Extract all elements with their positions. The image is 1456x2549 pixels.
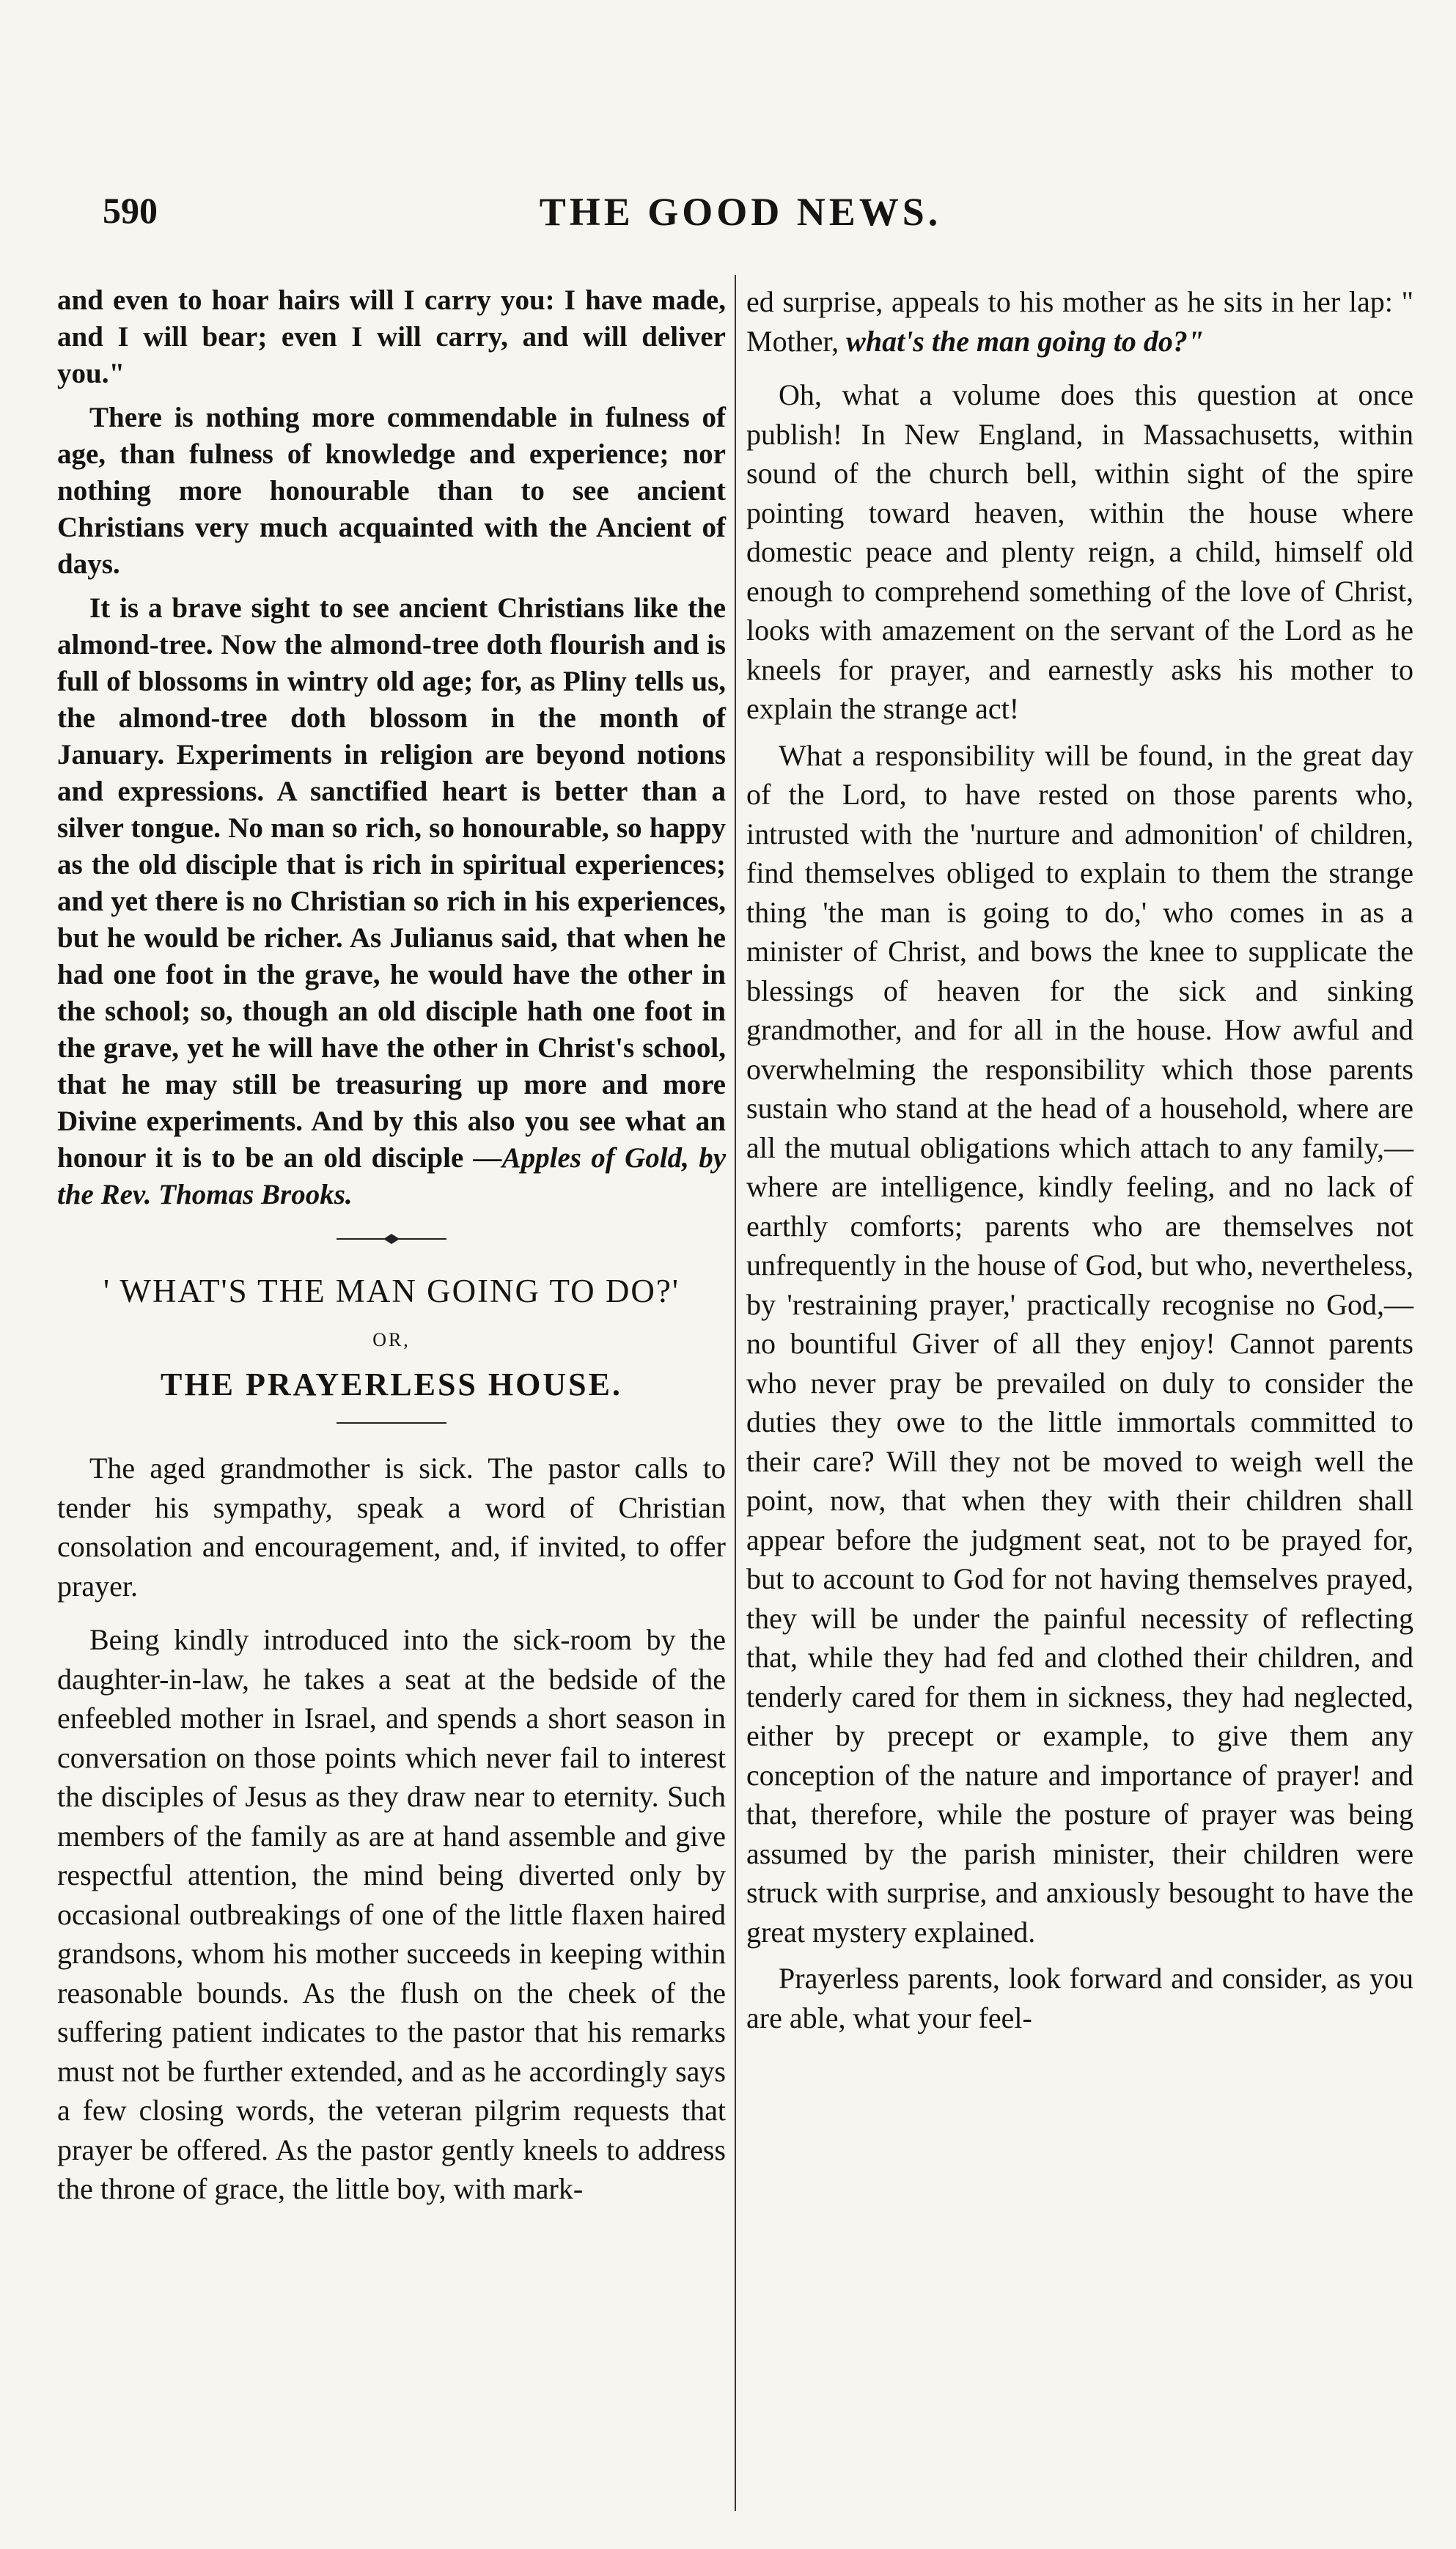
paragraph-marked-surprise — [746, 282, 1413, 361]
separator-ornament — [383, 1234, 400, 1244]
paragraph-fulness-of-age: There is nothing more commendable in fulness of age, than fulness of knowledge and experience; nor nothing more honourable than to see ancient Christians very much acquainted with the Ancient of days. — [57, 402, 726, 580]
right-column — [746, 282, 1413, 2037]
article-title: ' WHAT'S THE MAN GOING TO DO?' — [103, 1273, 680, 1309]
paragraph-grandmother-sick: The aged grandmother is sick. The pastor calls to tender his sympathy, speak a word of Christian consolation and encouragement, and, if invited, to offer prayer. — [57, 1452, 726, 1603]
paragraph-prayerless-parents: Prayerless parents, look forward and consider, as you are able, what your feel- — [746, 1962, 1413, 2034]
child-question: what's the man going to do?" — [846, 324, 1205, 358]
almond-tree-text: It is a brave sight to see ancient Christians like the almond-tree. Now the almond-tree doth flourish and is full of blossoms in wintry old age; for, as Pliny tells us, the almond-tree doth blossom in the month of January. Experiments in religion are beyond notions and expressions. A sanctified heart is better than a silver tongue. No man so rich, so honourable, so happy as the old disciple that is rich in spiritual experiences; and yet there is no Christian so rich in his experiences, but he would be richer. As Julianus said, that when he had one foot in the grave, he would have the other in the school; so, though an old disciple hath one foot in the grave, yet he will have the other in Christ's school, that he may still be treasuring up more and more Divine experiments. And by this also you see what an honour it is to be an old disciple — [57, 592, 726, 1174]
paragraph-volume-question: Oh, what a volume does this question at once publish! In New England, in Massachusetts, within sound of the church bell, within sight of the spire pointing toward heaven, within the house where domestic peace and plenty reign, a child, himself old enough to comprehend something of the love of Christ, looks with amazement on the servant of the Lord as he kneels for prayer, and earnestly asks his mother to explain the strange act! — [746, 378, 1413, 725]
surprise-text: ed surprise, appeals to his mother as he sits in her lap: " Mother, — [746, 285, 1413, 358]
paragraph-responsibility: What a responsibility will be found, in the great day of the Lord, to have rested on those parents who, intrusted with the 'nurture and admonition' of children, find themselves obliged to explain to them the strange thing 'the man is going to do,' who comes in as a minister of Christ, and bows the knee to supplicate the blessings of heaven for the sick and sinking grandmother, and for all in the house. How awful and overwhelming the responsibility which those parents sustain who stand at the head of a household, where are all the mutual obligations which attach to any family,—where are intelligence, kindly feeling, and no lack of earthly comforts; parents who are themselves not unfrequently in the house of God, but who, nevertheless, by 'restraining prayer,' practically recognise no God,—no bountiful Giver of all they enjoy! Cannot parents who never pray be prevailed on duly to consider the duties they owe to the little immortals committed to their care? Will they not be moved to weigh well the point, now, that when they with their children shall appear before the judgment seat, not to be prayed for, but to account to God for not having themselves prayed, they will be under the painful necessity of reflecting that, while they had fed and clothed their children, and tenderly cared for them in sickness, they had neglected, either by precept or example, to give them any conception of the nature and importance of prayer! and that, therefore, while the posture of prayer was being assumed by the parish minister, their children were struck with surprise, and anxiously besought to have the great mystery explained. — [746, 738, 1413, 1949]
left-column — [57, 282, 726, 2209]
paragraph-sick-room: Being kindly introduced into the sick-room by the daughter-in-law, he takes a seat at the bedside of the enfeebled mother in Israel, and spends a short season in conversation on those points which never fail to interest the disciples of Jesus as they draw near to eternity. Such members of the family as are at hand assemble and give respectful attention, the mind being diverted only by occasional outbreakings of one of the little flaxen haired grandsons, whom his mother succeeds in keeping within reasonable bounds. As the flush on the cheek of the suffering patient indicates to the pastor that his remarks must not be further extended, and as he accordingly says a few closing words, the veteran pilgrim requests that prayer be offered. As the pastor gently kneels to address the throne of grace, the little boy, with mark- — [57, 1623, 726, 2205]
paragraph-almond-tree — [57, 590, 726, 1213]
column-divider — [735, 275, 736, 2511]
page-number: 590 — [103, 190, 158, 231]
title-rule — [337, 1422, 446, 1424]
article-subtitle: THE PRAYERLESS HOUSE. — [161, 1367, 622, 1402]
running-title: THE GOOD NEWS. — [539, 190, 942, 234]
section-separator — [337, 1234, 446, 1244]
attribution: —Apples of Gold, by the Rev. Thomas Brooks. — [57, 1142, 727, 1210]
quote-continuation: and even to hoar hairs will I carry you: I have made, and I will bear; even I will carry, and will deliver you." — [57, 284, 726, 389]
article-title-or: OR, — [372, 1329, 411, 1350]
page-header — [51, 189, 1430, 240]
